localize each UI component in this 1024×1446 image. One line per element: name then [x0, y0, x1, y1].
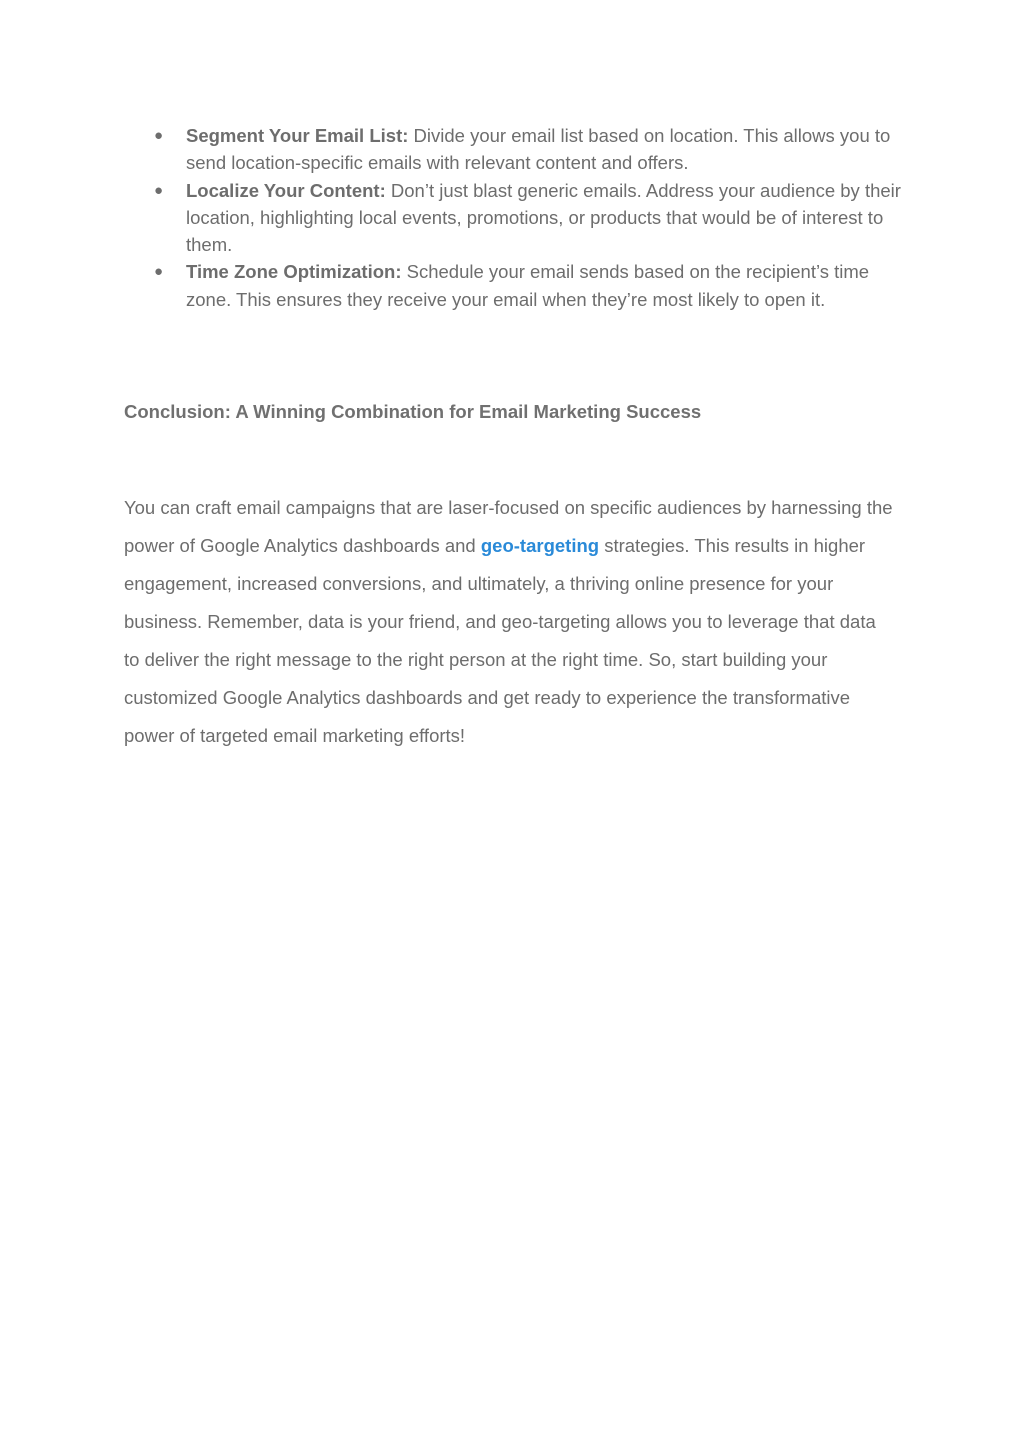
bullet-icon: ● — [154, 181, 164, 199]
list-item — [124, 122, 904, 177]
conclusion-paragraph — [124, 489, 894, 755]
conclusion-heading: Conclusion: A Winning Combination for Email Marketing Success — [124, 401, 702, 422]
bullet-text: Divide your email list based on location. This allows you to send location-specific emails with relevant content and offers. — [186, 125, 891, 174]
paragraph-text-after-link: strategies. This results in higher engagement, increased conversions, and ultimately, a thriving online presence for your business. Remember, data is your friend, and geo-targeting allows you to leverage that data to deliver the right message to the right person at the right time. So, start building your customized Google Analytics dashboards and get ready to experience the transformative power of targeted email marketing efforts! — [124, 535, 876, 746]
paragraph-text-before-link: You can craft email campaigns that are laser-focused on specific audiences by harnessing the power of Google Analytics dashboards and — [124, 497, 893, 556]
bullet-icon: ● — [154, 127, 164, 144]
tips-bullet-list — [124, 122, 904, 313]
list-item — [124, 177, 904, 259]
list-item — [124, 258, 904, 313]
bullet-text: Don’t just blast generic emails. Address your audience by their location, highlighting local events, promotions, or products that would be of interest to them. — [186, 179, 901, 256]
geo-targeting-link[interactable]: geo-targeting — [480, 535, 600, 556]
bullet-icon: ● — [154, 263, 164, 281]
bullet-term: Localize Your Content: — [186, 179, 386, 201]
bullet-term: Segment Your Email List: — [186, 125, 409, 146]
bullet-text: Schedule your email sends based on the recipient’s time zone. This ensures they receive your email when they’re most likely to open it. — [186, 261, 870, 310]
bullet-term: Time Zone Optimization: — [186, 261, 402, 283]
